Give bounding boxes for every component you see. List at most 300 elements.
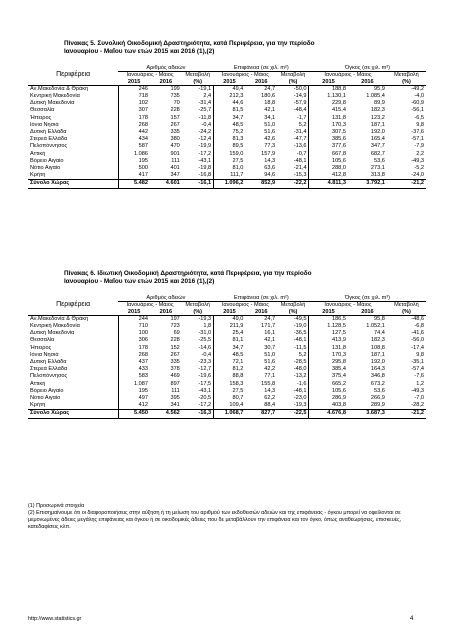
table-row: [28, 85, 426, 93]
value-cell: 157: [170, 114, 180, 121]
value-cell: 5,2: [298, 351, 307, 358]
region-name-cell: Κρήτη: [30, 172, 46, 179]
value-cell: 9,8: [416, 121, 424, 128]
value-cell: 25,4: [214, 330, 246, 337]
value-cell: -13,6: [293, 143, 307, 150]
footnotes: [28, 503, 426, 531]
value-cell: 497: [118, 395, 150, 402]
table-row: [28, 388, 426, 395]
value-cell: 229,8: [309, 100, 348, 107]
table6-sub-change: Μεταβολή: [394, 302, 419, 309]
value-cell: 401: [170, 165, 180, 172]
table5-title: Πίνακας 5. Συνολική Οικοδομική Δραστηριότητα, κατά Περιφέρεια, για την περίοδο Ιανουαρίου - Μαΐου των ετών 2015 και 2016 (1),(2): [64, 40, 315, 55]
value-cell: 667,8: [309, 151, 348, 158]
value-cell: -7,0: [414, 395, 424, 402]
value-cell: 81,1: [214, 337, 246, 344]
value-cell: 307,5: [309, 129, 348, 136]
value-cell: 186,5: [309, 315, 348, 323]
value-cell: 111,7: [214, 172, 246, 180]
value-cell: 182,3: [370, 107, 385, 114]
value-cell: 188,8: [309, 85, 348, 93]
value-cell: -21,4: [293, 165, 307, 172]
value-cell: 1.086: [118, 151, 150, 158]
region-name-cell: Στερεά Ελλάδα: [30, 366, 68, 373]
table6-pct: (%): [402, 308, 411, 315]
table5-year-2015: 2015: [127, 78, 141, 85]
value-cell: 16,1: [264, 330, 276, 337]
value-cell: 51,6: [264, 129, 276, 136]
table5-group-volume: Όγκος (σε χιλ. m³): [309, 65, 426, 72]
region-name-cell: Αν.Μακεδονία & Θράκη: [30, 315, 89, 322]
value-cell: 1.130,1: [309, 93, 348, 100]
value-cell: 42,6: [264, 136, 276, 143]
table5-sub-change: Μεταβολή: [280, 72, 306, 79]
value-cell: -6,8: [414, 323, 424, 329]
value-cell: 335: [170, 359, 180, 366]
value-cell: -31,0: [198, 330, 212, 337]
value-cell: 111: [171, 387, 180, 394]
footnote-2: (2) Επισημαίνουμε ότι οι διαφοροποιήσεις στην αύξηση ή τη μείωση του αριθμού των εκδοθεισών αδειών και της επιφάνειας - όγκου μπορεί να οφείλονται σε μεμονωμένες άδειες μεγάλης επιφάνειας και όγκου ή σε οικοδομικές άδειες που δε μεταβάλλουν την επιφάνεια και τον όγκο, όπως αναθεωρήσεις, επισκευές, κατεδαφίσεις κλπ.: [28, 510, 402, 530]
value-cell: -49,5: [293, 315, 307, 322]
value-cell: 53,6: [374, 387, 385, 394]
value-cell: 70: [173, 100, 180, 107]
value-cell: 266,9: [370, 395, 385, 402]
value-cell: -21,2: [387, 410, 426, 418]
value-cell: -19,3: [293, 402, 307, 409]
value-cell: 212,3: [214, 93, 246, 100]
table-row: [28, 93, 426, 100]
value-cell: 385,6: [309, 136, 348, 143]
value-cell: 111: [171, 157, 180, 164]
value-cell: 49,0: [214, 315, 246, 323]
value-cell: 341: [170, 402, 180, 409]
value-cell: -50,0: [293, 85, 307, 92]
value-cell: 199: [170, 85, 180, 92]
value-cell: 75,2: [214, 129, 246, 136]
table6-group-volume: Όγκος (σε χιλ. m³): [309, 295, 426, 302]
value-cell: 415,4: [309, 107, 348, 114]
value-cell: 159,0: [214, 151, 246, 158]
value-cell: 313,8: [370, 172, 385, 179]
value-cell: -24,2: [198, 129, 212, 136]
value-cell: 51,0: [264, 121, 276, 128]
value-cell: -41,6: [411, 330, 424, 337]
value-cell: 1.068,7: [214, 410, 246, 418]
region-name-cell: Αν.Μακεδονία & Θράκη: [30, 85, 89, 92]
footnote-1: (1) Προσωρινά στοιχεία: [28, 503, 85, 509]
value-cell: -12,7: [198, 366, 212, 373]
region-name-cell: Δυτική Ελλάδα: [30, 359, 67, 366]
value-cell: 180,6: [261, 93, 276, 99]
region-name-cell: Νότιο Αιγαίο: [30, 165, 61, 172]
value-cell: 403,8: [309, 402, 348, 410]
value-cell: 81,0: [214, 165, 246, 172]
value-cell: -7,9: [414, 143, 424, 150]
value-cell: -24,0: [411, 172, 424, 179]
value-cell: 244: [118, 315, 150, 323]
value-cell: 347,7: [370, 143, 385, 150]
value-cell: 710: [118, 323, 150, 330]
value-cell: 24,7: [264, 85, 276, 92]
value-cell: 158,3: [214, 381, 246, 388]
value-cell: 34,7: [214, 115, 246, 122]
value-cell: 187,1: [370, 351, 385, 358]
value-cell: -22,5: [277, 410, 309, 418]
value-cell: -60,9: [411, 100, 424, 107]
value-cell: 48,5: [214, 352, 246, 359]
value-cell: 178: [118, 345, 150, 352]
table5-pct: (%): [402, 78, 411, 85]
table-row: [28, 100, 426, 107]
value-cell: 89,5: [214, 143, 246, 150]
region-name-cell: Αττική: [30, 150, 46, 157]
value-cell: -19,9: [198, 143, 212, 150]
value-cell: 380: [170, 136, 180, 143]
table-row: [28, 129, 426, 136]
value-cell: -20,5: [198, 395, 212, 402]
value-cell: 127,5: [309, 330, 348, 337]
table5-year-2015: 2015: [223, 78, 236, 85]
value-cell: 268: [118, 352, 150, 359]
value-cell: -57,9: [293, 100, 307, 107]
value-cell: -21,2: [387, 180, 426, 188]
table5-section: [28, 40, 426, 189]
region-name-cell: Δυτική Ελλάδα: [30, 129, 67, 136]
value-cell: -17,4: [411, 344, 424, 351]
value-cell: -48,0: [293, 366, 307, 373]
value-cell: 412: [118, 402, 150, 410]
value-cell: 346,8: [370, 373, 385, 380]
value-cell: 897: [170, 380, 180, 387]
table6-sub-change: Μεταβολή: [280, 302, 306, 309]
value-cell: 155,8: [261, 380, 276, 387]
value-cell: -4,0: [414, 93, 424, 99]
value-cell: 182,3: [370, 337, 385, 344]
value-cell: 1.087: [118, 381, 150, 388]
value-cell: 413,9: [309, 337, 348, 344]
value-cell: -15,3: [293, 172, 307, 179]
value-cell: -56,1: [411, 107, 424, 114]
table-row: [28, 345, 426, 352]
value-cell: -49,2: [411, 85, 424, 92]
value-cell: 307: [118, 107, 150, 114]
value-cell: -28,5: [293, 359, 307, 366]
value-cell: 72,1: [214, 359, 246, 366]
table-row: [28, 115, 426, 122]
value-cell: -11,5: [294, 344, 307, 351]
value-cell: 228: [170, 337, 180, 344]
value-cell: 412,8: [309, 172, 348, 180]
table5: [28, 65, 426, 188]
table-row: [28, 323, 426, 330]
region-name-cell: Ιόνια Νησιά: [30, 351, 59, 358]
table6-region-header: Περιφέρεια: [56, 300, 91, 308]
table6-year-2015: 2015: [322, 308, 335, 315]
value-cell: 77,3: [264, 143, 276, 150]
table-row: [28, 165, 426, 172]
value-cell: 14,3: [264, 387, 276, 394]
region-name-cell: Ιόνια Νησιά: [30, 121, 59, 128]
value-cell: 165,4: [370, 136, 385, 143]
value-cell: -7,6: [414, 373, 424, 380]
region-name-cell: Σύνολο Χώρας: [28, 410, 118, 418]
value-cell: 2,2: [416, 150, 424, 157]
value-cell: -0,7: [296, 150, 307, 157]
table6-section: [28, 270, 426, 419]
value-cell: 131,8: [309, 345, 348, 352]
value-cell: 673,2: [370, 380, 385, 387]
value-cell: 42,2: [264, 366, 276, 373]
value-cell: 1.128,5: [309, 323, 348, 330]
value-cell: 62,2: [264, 395, 276, 402]
region-name-cell: Θεσσαλία: [30, 107, 55, 114]
region-name-cell: Δυτική Μακεδονία: [30, 100, 75, 107]
table-row: [28, 395, 426, 402]
table5-year-2016: 2016: [361, 78, 374, 85]
value-cell: -23,0: [293, 395, 307, 402]
region-name-cell: Στερεά Ελλάδα: [30, 136, 68, 143]
value-cell: 211,9: [214, 323, 246, 330]
value-cell: 102: [118, 100, 150, 107]
table-row: [28, 107, 426, 114]
table6-pct: (%): [193, 308, 203, 315]
value-cell: -48,1: [293, 157, 307, 164]
value-cell: -49,3: [411, 157, 424, 164]
table-row: [28, 402, 426, 410]
value-cell: -48,6: [411, 315, 424, 322]
value-cell: 74,4: [374, 330, 385, 337]
table-row: [28, 337, 426, 344]
region-name-cell: Κεντρική Μακεδονία: [30, 93, 80, 99]
table6-year-2015: 2015: [127, 308, 141, 315]
value-cell: 170,3: [309, 122, 348, 129]
value-cell: -14,6: [198, 344, 212, 351]
value-cell: -19,3: [198, 315, 212, 322]
table6: [28, 295, 426, 418]
table6-sub-period: Ιανουάριος - Μάιος: [126, 302, 174, 309]
value-cell: 105,6: [309, 158, 348, 165]
value-cell: 1,8: [203, 323, 212, 329]
region-name-cell: Σύνολο Χώρας: [28, 180, 118, 188]
value-cell: -49,3: [411, 387, 424, 394]
table5-sub-period: Ιανουάριος - Μάιος: [324, 72, 372, 79]
value-cell: 9,8: [416, 351, 424, 358]
value-cell: -48,4: [293, 107, 307, 114]
region-name-cell: Νότιο Αιγαίο: [30, 395, 61, 402]
value-cell: 335: [170, 129, 180, 136]
value-cell: 24,7: [264, 315, 276, 322]
value-cell: 14,3: [264, 157, 276, 164]
value-cell: 95,9: [374, 85, 385, 92]
region-name-cell: Ήπειρος: [30, 344, 52, 351]
value-cell: -31,4: [198, 100, 212, 107]
table-row: [28, 366, 426, 373]
value-cell: 89,9: [374, 100, 385, 107]
value-cell: -23,3: [198, 359, 212, 366]
value-cell: 187,1: [370, 121, 385, 128]
value-cell: 500: [118, 165, 150, 172]
value-cell: 246: [118, 85, 150, 93]
value-cell: -22,2: [277, 180, 309, 188]
value-cell: -0,4: [201, 351, 212, 358]
value-cell: 51,6: [264, 359, 276, 366]
value-cell: 735: [170, 93, 180, 99]
value-cell: 1.052,1: [366, 323, 385, 329]
value-cell: 4.676,8: [309, 410, 348, 418]
value-cell: 49,4: [214, 85, 246, 93]
value-cell: 5.482: [118, 180, 150, 188]
value-cell: 395: [170, 395, 180, 402]
value-cell: 718: [118, 93, 150, 100]
table5-sub-period: Ιανουάριος - Μάιος: [221, 72, 269, 79]
value-cell: 267: [170, 121, 180, 128]
value-cell: 306: [118, 337, 150, 344]
value-cell: 81,2: [214, 366, 246, 373]
value-cell: 228: [170, 107, 180, 114]
table5-group-area: Επιφάνεια (σε χιλ. m²): [214, 65, 309, 72]
region-name-cell: Πελοπόννησος: [30, 373, 68, 380]
value-cell: -16,8: [198, 172, 212, 179]
table5-pct: (%): [193, 78, 203, 85]
value-cell: 51,0: [264, 351, 276, 358]
value-cell: 192,0: [370, 129, 385, 136]
table-row: [28, 381, 426, 388]
value-cell: 152: [170, 344, 180, 351]
table5-body: [28, 85, 426, 188]
table5-pct: (%): [288, 78, 298, 85]
value-cell: -16,3: [182, 410, 214, 418]
value-cell: 88,4: [264, 402, 276, 409]
table6-sub-period: Ιανουάριος - Μάιος: [221, 302, 269, 309]
value-cell: 105,6: [309, 388, 348, 395]
value-cell: 27,5: [214, 158, 246, 165]
value-cell: 375,4: [309, 373, 348, 380]
value-cell: 34,7: [214, 345, 246, 352]
value-cell: 4.811,3: [309, 180, 348, 188]
value-cell: -25,7: [198, 107, 212, 114]
table-row: [28, 158, 426, 165]
value-cell: -13,2: [293, 373, 307, 380]
value-cell: -56,0: [411, 337, 424, 344]
value-cell: 81,3: [214, 136, 246, 143]
region-name-cell: Πελοπόννησος: [30, 143, 68, 150]
value-cell: 18,8: [264, 100, 276, 107]
value-cell: 295,8: [309, 359, 348, 366]
table-row: [28, 151, 426, 158]
value-cell: 442: [118, 129, 150, 136]
value-cell: 378: [170, 366, 180, 373]
value-cell: 433: [118, 366, 150, 373]
value-cell: 195: [118, 388, 150, 395]
value-cell: -1,7: [296, 114, 307, 121]
table-row: [28, 172, 426, 180]
page-number: 4: [410, 616, 414, 622]
value-cell: 583: [118, 373, 150, 380]
value-cell: 470: [170, 143, 180, 150]
table6-group-area: Επιφάνεια (σε χιλ. m²): [214, 295, 309, 302]
value-cell: 2,4: [203, 93, 212, 99]
value-cell: 100: [118, 330, 150, 337]
value-cell: 81,5: [214, 107, 246, 114]
value-cell: -17,5: [198, 380, 212, 387]
value-cell: 4.562: [150, 410, 182, 418]
value-cell: 63,6: [264, 165, 276, 172]
value-cell: 267: [170, 351, 180, 358]
value-cell: 178: [118, 115, 150, 122]
value-cell: 682,7: [370, 150, 385, 157]
value-cell: 437: [118, 359, 150, 366]
value-cell: 286,9: [309, 395, 348, 402]
value-cell: -14,9: [293, 93, 307, 99]
value-cell: 289,9: [370, 402, 385, 409]
region-name-cell: Βόρειο Αιγαίο: [30, 387, 64, 394]
value-cell: -57,4: [411, 366, 424, 373]
value-cell: -36,5: [293, 330, 307, 337]
value-cell: 665,2: [309, 381, 348, 388]
value-cell: 288,0: [309, 165, 348, 172]
table6-sub-change: Μεταβολή: [185, 302, 211, 309]
table-row: [28, 315, 426, 323]
table-row: [28, 373, 426, 380]
table5-year-2015: 2015: [322, 78, 335, 85]
value-cell: 852,9: [245, 180, 277, 188]
value-cell: 53,6: [374, 157, 385, 164]
value-cell: 1,2: [416, 380, 424, 387]
value-cell: 108,8: [370, 344, 385, 351]
region-name-cell: Κεντρική Μακεδονία: [30, 323, 80, 329]
table6-sub-period: Ιανουάριος - Μάιος: [324, 302, 372, 309]
value-cell: 44,6: [214, 100, 246, 107]
table5-sub-period: Ιανουάριος - Μάιος: [126, 72, 174, 79]
region-name-cell: Αττική: [30, 380, 46, 387]
value-cell: 3.687,3: [348, 410, 387, 418]
value-cell: 587: [118, 143, 150, 150]
value-cell: -0,4: [201, 121, 212, 128]
value-cell: 131,8: [309, 115, 348, 122]
value-cell: -57,1: [411, 136, 424, 143]
value-cell: -35,1: [411, 359, 424, 366]
value-cell: -16,1: [182, 180, 214, 188]
value-cell: 1.096,2: [214, 180, 246, 188]
value-cell: 69: [173, 330, 180, 337]
value-cell: 469: [170, 373, 180, 380]
value-cell: 34,1: [264, 114, 276, 121]
value-cell: 164,3: [370, 366, 385, 373]
value-cell: 88,8: [214, 373, 246, 380]
value-cell: 5,2: [298, 121, 307, 128]
value-cell: -5,2: [414, 165, 424, 172]
value-cell: -25,5: [198, 337, 212, 344]
value-cell: 30,7: [264, 344, 276, 351]
table6-title: Πίνακας 6. Ιδιωτική Οικοδομική Δραστηριότητα, κατά Περιφέρεια, για την περίοδο Ιανουαρίου - Μαΐου των ετών 2015 και 2016 (1),(2): [64, 270, 312, 285]
region-name-cell: Βόρειο Αιγαίο: [30, 157, 64, 164]
table6-pct: (%): [288, 308, 298, 315]
value-cell: 157,9: [261, 150, 276, 157]
value-cell: 95,8: [374, 315, 385, 322]
table-row: [28, 136, 426, 143]
table6-year-2016: 2016: [255, 308, 268, 315]
value-cell: -31,4: [293, 129, 307, 136]
table5-region-header: Περιφέρεια: [56, 70, 91, 78]
table5-year-2016: 2016: [255, 78, 268, 85]
value-cell: -48,1: [293, 387, 307, 394]
footer-url[interactable]: http://www.statistics.gr: [28, 616, 82, 622]
value-cell: -6,5: [414, 114, 424, 121]
value-cell: 723: [170, 323, 180, 329]
value-cell: 27,5: [214, 388, 246, 395]
region-name-cell: Ήπειρος: [30, 114, 52, 121]
value-cell: -48,1: [293, 337, 307, 344]
